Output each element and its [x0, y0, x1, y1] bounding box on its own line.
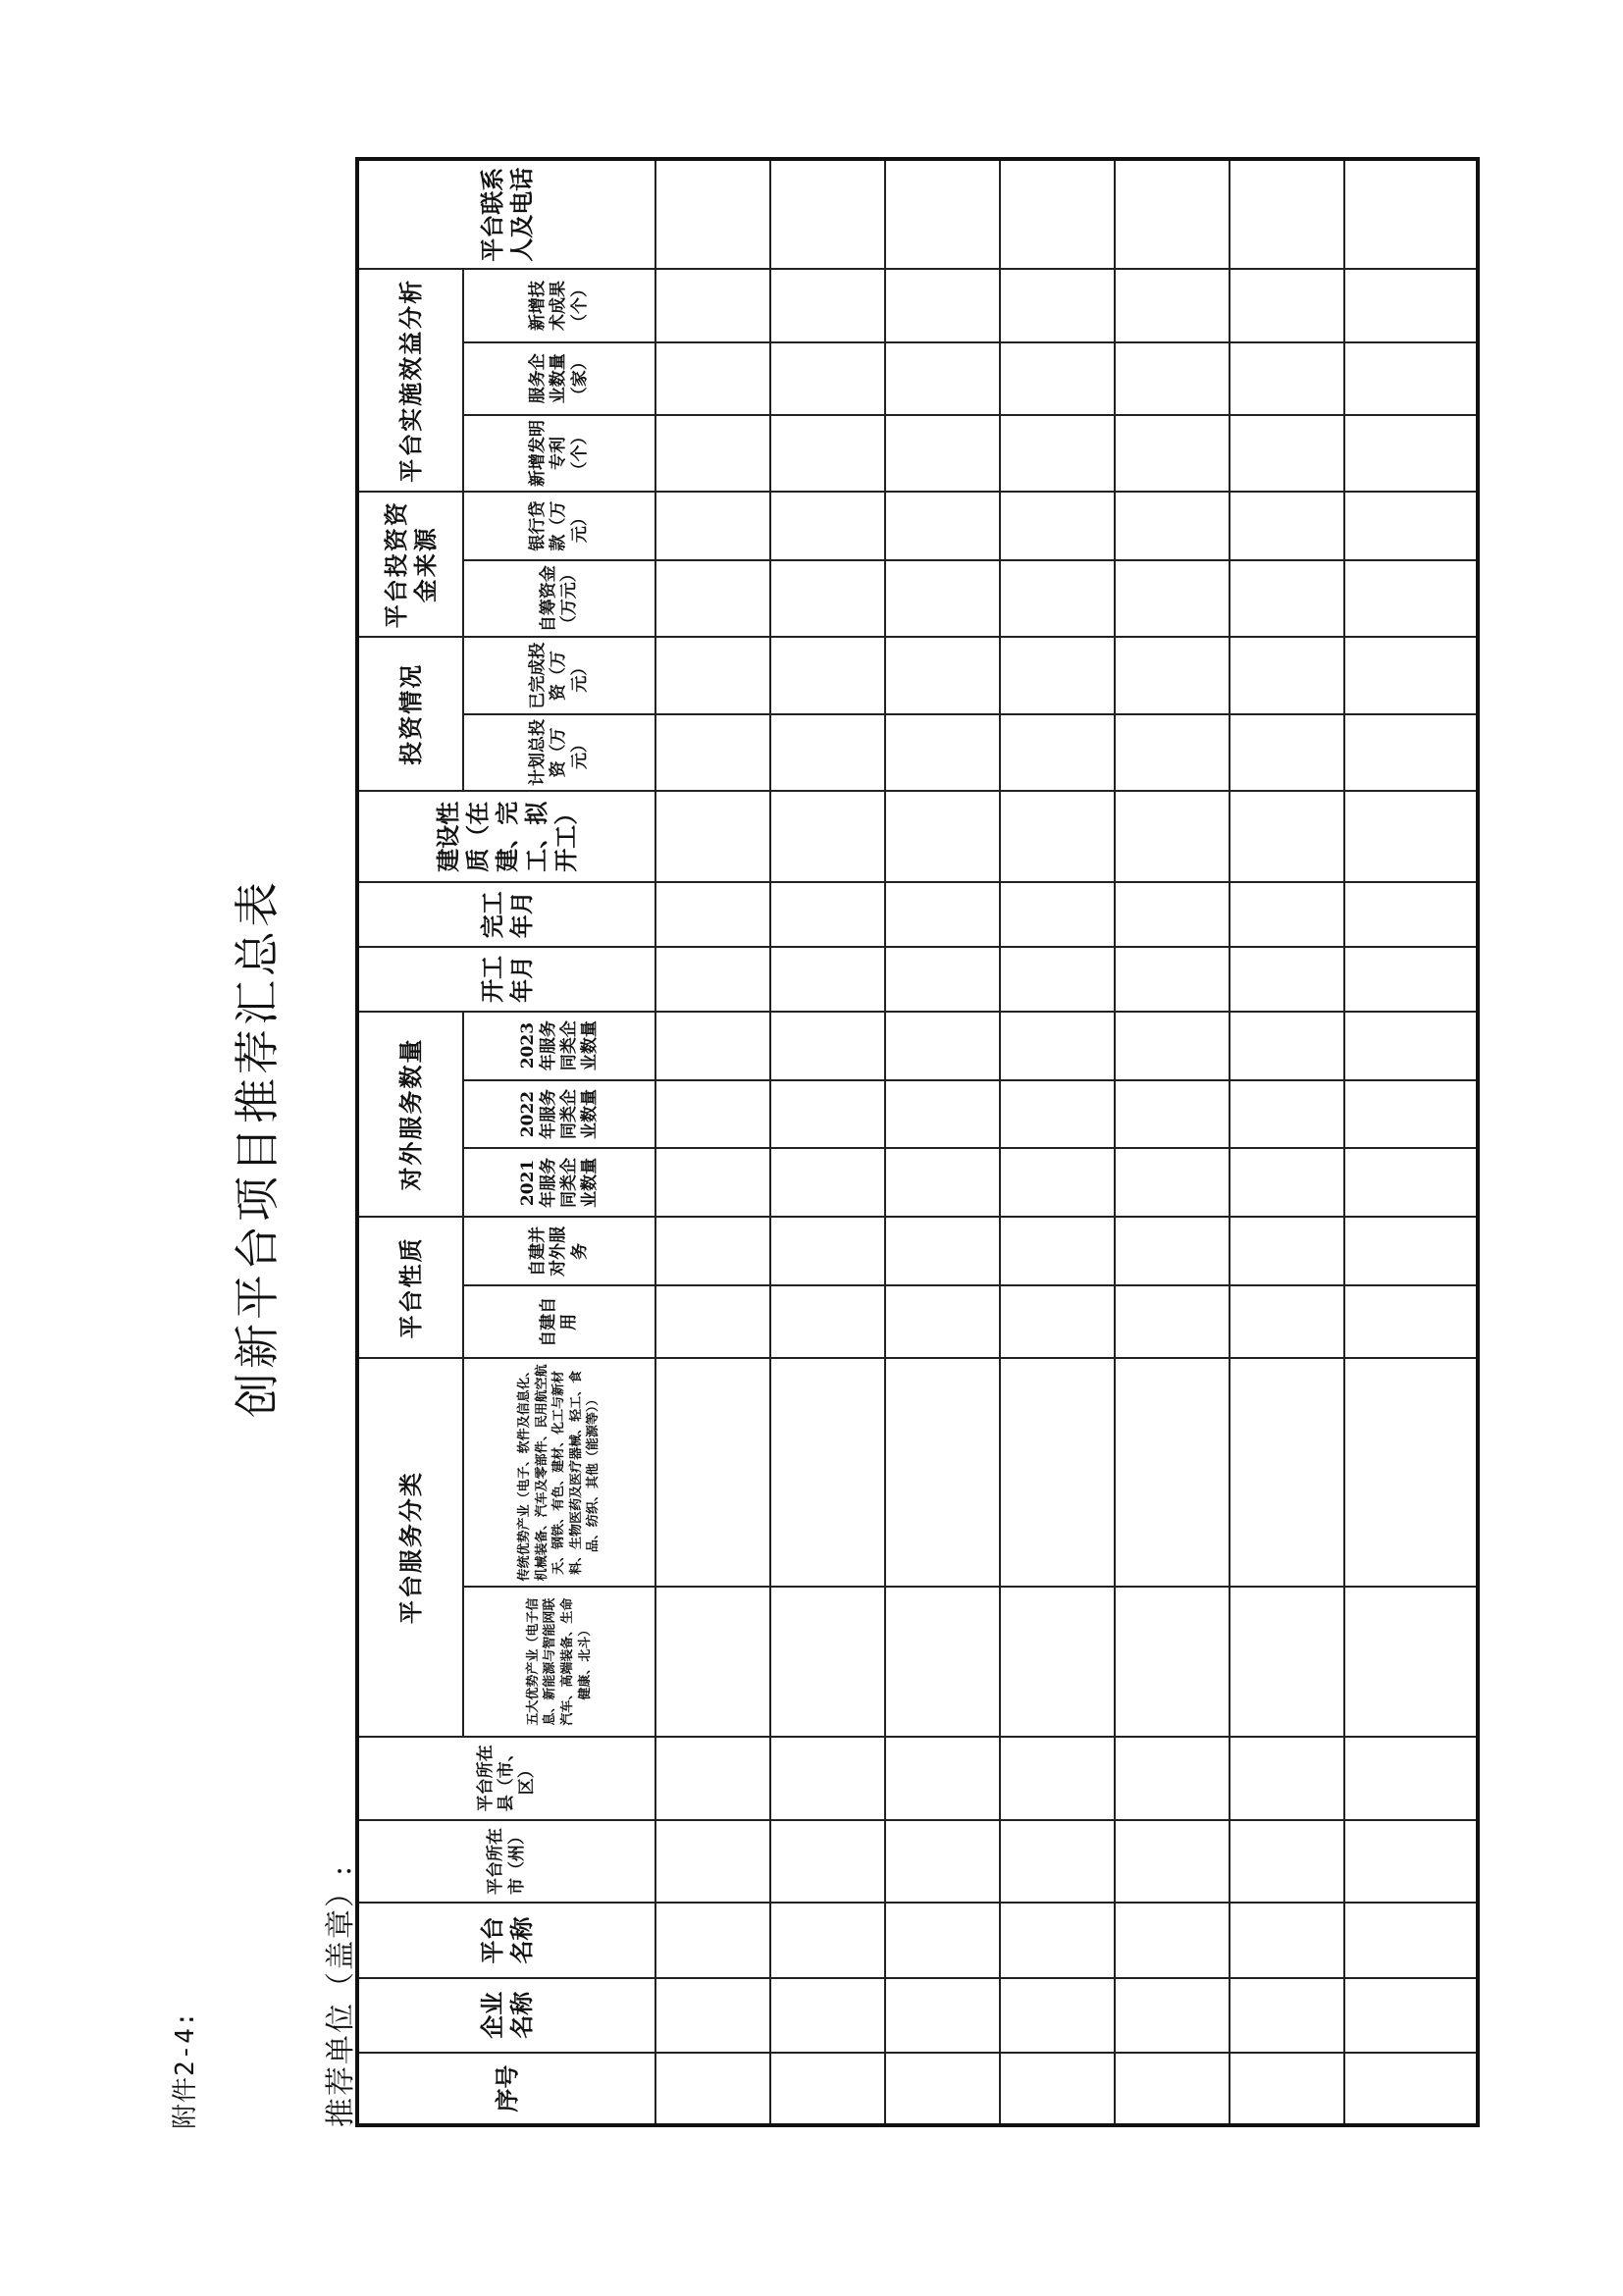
col-planned-total-investment: 计划总投资（万元）: [463, 714, 655, 791]
table-cell[interactable]: [1230, 342, 1344, 415]
table-cell[interactable]: [1115, 1358, 1230, 1587]
table-cell[interactable]: [655, 1587, 770, 1737]
table-cell[interactable]: [1115, 342, 1230, 415]
table-cell[interactable]: [885, 560, 1000, 637]
table-cell[interactable]: [885, 159, 1000, 269]
table-cell[interactable]: [1000, 1012, 1115, 1080]
table-cell[interactable]: [1115, 882, 1230, 947]
table-body: [655, 159, 1478, 2125]
table-cell[interactable]: [1000, 1080, 1115, 1149]
table-cell[interactable]: [1000, 342, 1115, 415]
table-cell[interactable]: [655, 1737, 770, 1820]
table-cell[interactable]: [655, 1903, 770, 1977]
table-cell[interactable]: [1230, 269, 1344, 341]
table-cell[interactable]: [885, 1737, 1000, 1820]
table-cell[interactable]: [885, 1358, 1000, 1587]
table-cell[interactable]: [1344, 1148, 1478, 1217]
col-new-invention-patents: 新增发明专利（个）: [463, 415, 655, 492]
col-self-external: 自建并对外服务: [463, 1217, 655, 1285]
table-cell[interactable]: [1115, 714, 1230, 791]
col-bank-loan: 银行贷款（万元）: [463, 492, 655, 560]
table-cell[interactable]: [885, 342, 1000, 415]
col-service-2022: 2022年服务同类企业数量: [463, 1080, 655, 1149]
col-completed-investment: 已完成投资（万元）: [463, 637, 655, 713]
col-platform-county: 平台所在县（市、区）: [357, 1737, 655, 1820]
col-platform-name: 平台名称: [357, 1903, 655, 1977]
table-cell[interactable]: [1344, 1587, 1478, 1737]
table-cell[interactable]: [1000, 1820, 1115, 1904]
table-cell[interactable]: [655, 415, 770, 492]
col-self-use: 自建自用: [463, 1285, 655, 1358]
table-cell[interactable]: [770, 1012, 885, 1080]
table-cell[interactable]: [1115, 1012, 1230, 1080]
table-cell[interactable]: [885, 882, 1000, 947]
table-cell[interactable]: [1344, 159, 1478, 269]
table-cell[interactable]: [1000, 791, 1115, 882]
table-cell[interactable]: [655, 560, 770, 637]
table-cell[interactable]: [1000, 637, 1115, 713]
table-cell[interactable]: [1230, 1148, 1344, 1217]
table-cell[interactable]: [1000, 947, 1115, 1012]
table-cell[interactable]: [1230, 1012, 1344, 1080]
table-cell[interactable]: [1000, 1737, 1115, 1820]
table-row: [885, 159, 1000, 2125]
table-cell[interactable]: [885, 947, 1000, 1012]
table-cell[interactable]: [1000, 1285, 1115, 1358]
table-cell[interactable]: [770, 1148, 885, 1217]
table-cell[interactable]: [770, 1080, 885, 1149]
col-construction-nature: 建设性质（在建、完工、拟开工）: [357, 791, 655, 882]
table-cell[interactable]: [1115, 1148, 1230, 1217]
table-cell[interactable]: [655, 1978, 770, 2053]
table-cell[interactable]: [1115, 2053, 1230, 2125]
table-cell[interactable]: [770, 791, 885, 882]
table-cell[interactable]: [770, 269, 885, 341]
table-cell[interactable]: [1344, 947, 1478, 1012]
table-cell[interactable]: [1344, 637, 1478, 713]
table-cell[interactable]: [770, 1820, 885, 1904]
table-cell[interactable]: [655, 2053, 770, 2125]
table-cell[interactable]: [1115, 269, 1230, 341]
summary-table: [355, 157, 1480, 2127]
attachment-label: 附件2-4:: [171, 2010, 200, 2129]
table-cell[interactable]: [770, 1358, 885, 1587]
table-cell[interactable]: [885, 1903, 1000, 1977]
table-cell[interactable]: [885, 492, 1000, 560]
table-cell[interactable]: [655, 882, 770, 947]
table-cell[interactable]: [655, 1285, 770, 1358]
table-cell[interactable]: [1230, 159, 1344, 269]
table-cell[interactable]: [770, 2053, 885, 2125]
table-cell[interactable]: [885, 1148, 1000, 1217]
table-cell[interactable]: [655, 1012, 770, 1080]
table-cell[interactable]: [885, 2053, 1000, 2125]
table-cell[interactable]: [885, 1587, 1000, 1737]
table-cell[interactable]: [1000, 1148, 1115, 1217]
col-self-raised-funds: 自筹资金（万元）: [463, 560, 655, 637]
table-cell[interactable]: [1344, 492, 1478, 560]
table-cell[interactable]: [1000, 2053, 1115, 2125]
table-cell[interactable]: [770, 159, 885, 269]
table-cell[interactable]: [655, 637, 770, 713]
group-funding-source: 平台投资资金来源: [357, 492, 463, 637]
page-title: 创新平台项目推荐汇总表: [231, 878, 284, 1418]
table-row: [1344, 159, 1478, 2125]
table-cell[interactable]: [1344, 1285, 1478, 1358]
table-cell[interactable]: [655, 1217, 770, 1285]
table-cell[interactable]: [885, 714, 1000, 791]
table-cell[interactable]: [1115, 791, 1230, 882]
table-cell[interactable]: [1230, 1358, 1344, 1587]
table-cell[interactable]: [1230, 1217, 1344, 1285]
table-cell[interactable]: [885, 1285, 1000, 1358]
table-cell[interactable]: [1230, 714, 1344, 791]
table-cell[interactable]: [770, 714, 885, 791]
table-cell[interactable]: [1230, 2053, 1344, 2125]
table-cell[interactable]: [1344, 415, 1478, 492]
table-cell[interactable]: [655, 947, 770, 1012]
recommending-unit-label: 推荐单位（盖章）:: [324, 1863, 358, 2127]
table-cell[interactable]: [1115, 492, 1230, 560]
table-cell[interactable]: [1115, 159, 1230, 269]
table-cell[interactable]: [1344, 1978, 1478, 2053]
table-cell[interactable]: [1230, 1587, 1344, 1737]
table-cell[interactable]: [1230, 492, 1344, 560]
table-cell[interactable]: [1344, 1358, 1478, 1587]
table-cell[interactable]: [770, 342, 885, 415]
group-service-category: 平台服务分类: [357, 1358, 463, 1737]
table-cell[interactable]: [1115, 637, 1230, 713]
table-cell[interactable]: [655, 714, 770, 791]
col-seq: 序号: [357, 2053, 655, 2125]
table-cell[interactable]: [1230, 1737, 1344, 1820]
table-cell[interactable]: [1000, 882, 1115, 947]
table-cell[interactable]: [1344, 1217, 1478, 1285]
table-cell[interactable]: [1344, 560, 1478, 637]
table-cell[interactable]: [1115, 1217, 1230, 1285]
table-cell[interactable]: [1000, 1217, 1115, 1285]
table-cell[interactable]: [770, 637, 885, 713]
table-cell[interactable]: [1344, 1737, 1478, 1820]
table-cell[interactable]: [1000, 269, 1115, 341]
table-cell[interactable]: [1344, 1820, 1478, 1904]
table-cell[interactable]: [1000, 560, 1115, 637]
group-platform-nature: 平台性质: [357, 1217, 463, 1358]
table-cell[interactable]: [655, 492, 770, 560]
table-cell[interactable]: [1230, 791, 1344, 882]
table-cell[interactable]: [1230, 1080, 1344, 1149]
table-row: [655, 159, 770, 2125]
summary-table-container: [355, 157, 1480, 2127]
table-cell[interactable]: [885, 1820, 1000, 1904]
table-cell[interactable]: [885, 637, 1000, 713]
table-row: [770, 159, 885, 2125]
table-cell[interactable]: [1115, 1903, 1230, 1977]
table-cell[interactable]: [1115, 1080, 1230, 1149]
table-cell[interactable]: [1344, 2053, 1478, 2125]
group-benefit-analysis: 平台实施效益分析: [357, 269, 463, 492]
table-cell[interactable]: [1230, 560, 1344, 637]
table-cell[interactable]: [885, 1080, 1000, 1149]
table-cell[interactable]: [1115, 1820, 1230, 1904]
table-cell[interactable]: [885, 415, 1000, 492]
col-service-2023: 2023年服务同类企业数量: [463, 1012, 655, 1080]
table-cell[interactable]: [1344, 791, 1478, 882]
table-cell[interactable]: [770, 1903, 885, 1977]
col-five-industries: 五大优势产业（电子信息、新能源与智能网联汽车、高端装备、生命健康、北斗）: [463, 1587, 655, 1737]
table-cell[interactable]: [1000, 1978, 1115, 2053]
table-row: [1000, 159, 1115, 2125]
table-cell[interactable]: [1115, 1587, 1230, 1737]
col-traditional-industries: 传统优势产业（电子、软件及信息化、机械装备、汽车及零部件、民用航空航天、钢铁、有色、建材、化工与新材料、生物医药及医疗器械、轻工、食品、纺织、其他（能源等））: [463, 1358, 655, 1587]
table-cell[interactable]: [1344, 342, 1478, 415]
table-cell[interactable]: [770, 882, 885, 947]
table-cell[interactable]: [1000, 714, 1115, 791]
table-cell[interactable]: [885, 791, 1000, 882]
table-cell[interactable]: [1230, 1820, 1344, 1904]
table-cell[interactable]: [655, 1358, 770, 1587]
table-cell[interactable]: [1344, 1012, 1478, 1080]
table-cell[interactable]: [1230, 1978, 1344, 2053]
table-cell[interactable]: [770, 560, 885, 637]
table-cell[interactable]: [770, 1737, 885, 1820]
table-cell[interactable]: [1230, 1903, 1344, 1977]
table-cell[interactable]: [655, 342, 770, 415]
table-cell[interactable]: [1115, 947, 1230, 1012]
table-row: [1230, 159, 1344, 2125]
table-cell[interactable]: [1230, 882, 1344, 947]
table-cell[interactable]: [885, 1012, 1000, 1080]
table-cell[interactable]: [1000, 1587, 1115, 1737]
col-enterprise-name: 企业名称: [357, 1978, 655, 2053]
table-cell[interactable]: [1000, 1358, 1115, 1587]
table-cell[interactable]: [655, 159, 770, 269]
table-cell[interactable]: [1000, 492, 1115, 560]
table-cell[interactable]: [1000, 415, 1115, 492]
table-cell[interactable]: [1115, 1978, 1230, 2053]
table-cell[interactable]: [885, 1217, 1000, 1285]
col-service-2021: 2021年服务同类企业数量: [463, 1148, 655, 1217]
col-contact: 平台联系人及电话: [357, 159, 655, 269]
col-new-tech-results: 新增技术成果（个）: [463, 269, 655, 341]
table-cell[interactable]: [1344, 1080, 1478, 1149]
table-cell[interactable]: [1344, 1903, 1478, 1977]
table-cell[interactable]: [770, 1978, 885, 2053]
table-cell[interactable]: [1000, 159, 1115, 269]
table-cell[interactable]: [770, 947, 885, 1012]
group-investment: 投资情况: [357, 637, 463, 791]
table-cell[interactable]: [770, 1217, 885, 1285]
table-cell[interactable]: [655, 1148, 770, 1217]
col-enterprises-served: 服务企业数量（家）: [463, 342, 655, 415]
table-cell[interactable]: [885, 269, 1000, 341]
table-row: [1115, 159, 1230, 2125]
table-cell[interactable]: [1230, 415, 1344, 492]
table-cell[interactable]: [1344, 882, 1478, 947]
table-cell[interactable]: [770, 415, 885, 492]
table-cell[interactable]: [655, 1820, 770, 1904]
col-completion-date: 完工年月: [357, 882, 655, 947]
col-platform-city: 平台所在市（州）: [357, 1820, 655, 1904]
table-cell[interactable]: [1344, 714, 1478, 791]
table-cell[interactable]: [1115, 560, 1230, 637]
table-cell[interactable]: [770, 492, 885, 560]
table-cell[interactable]: [770, 1587, 885, 1737]
table-cell[interactable]: [885, 1978, 1000, 2053]
table-cell[interactable]: [770, 1285, 885, 1358]
col-start-date: 开工年月: [357, 947, 655, 1012]
table-cell[interactable]: [1230, 1285, 1344, 1358]
table-cell[interactable]: [655, 1080, 770, 1149]
table-cell[interactable]: [1115, 1285, 1230, 1358]
table-cell[interactable]: [1000, 1903, 1115, 1977]
table-cell[interactable]: [1344, 269, 1478, 341]
table-cell[interactable]: [1230, 637, 1344, 713]
table-cell[interactable]: [655, 791, 770, 882]
group-external-service-count: 对外服务数量: [357, 1012, 463, 1218]
table-cell[interactable]: [1115, 415, 1230, 492]
table-cell[interactable]: [1115, 1737, 1230, 1820]
table-cell[interactable]: [1230, 947, 1344, 1012]
table-cell[interactable]: [655, 269, 770, 341]
